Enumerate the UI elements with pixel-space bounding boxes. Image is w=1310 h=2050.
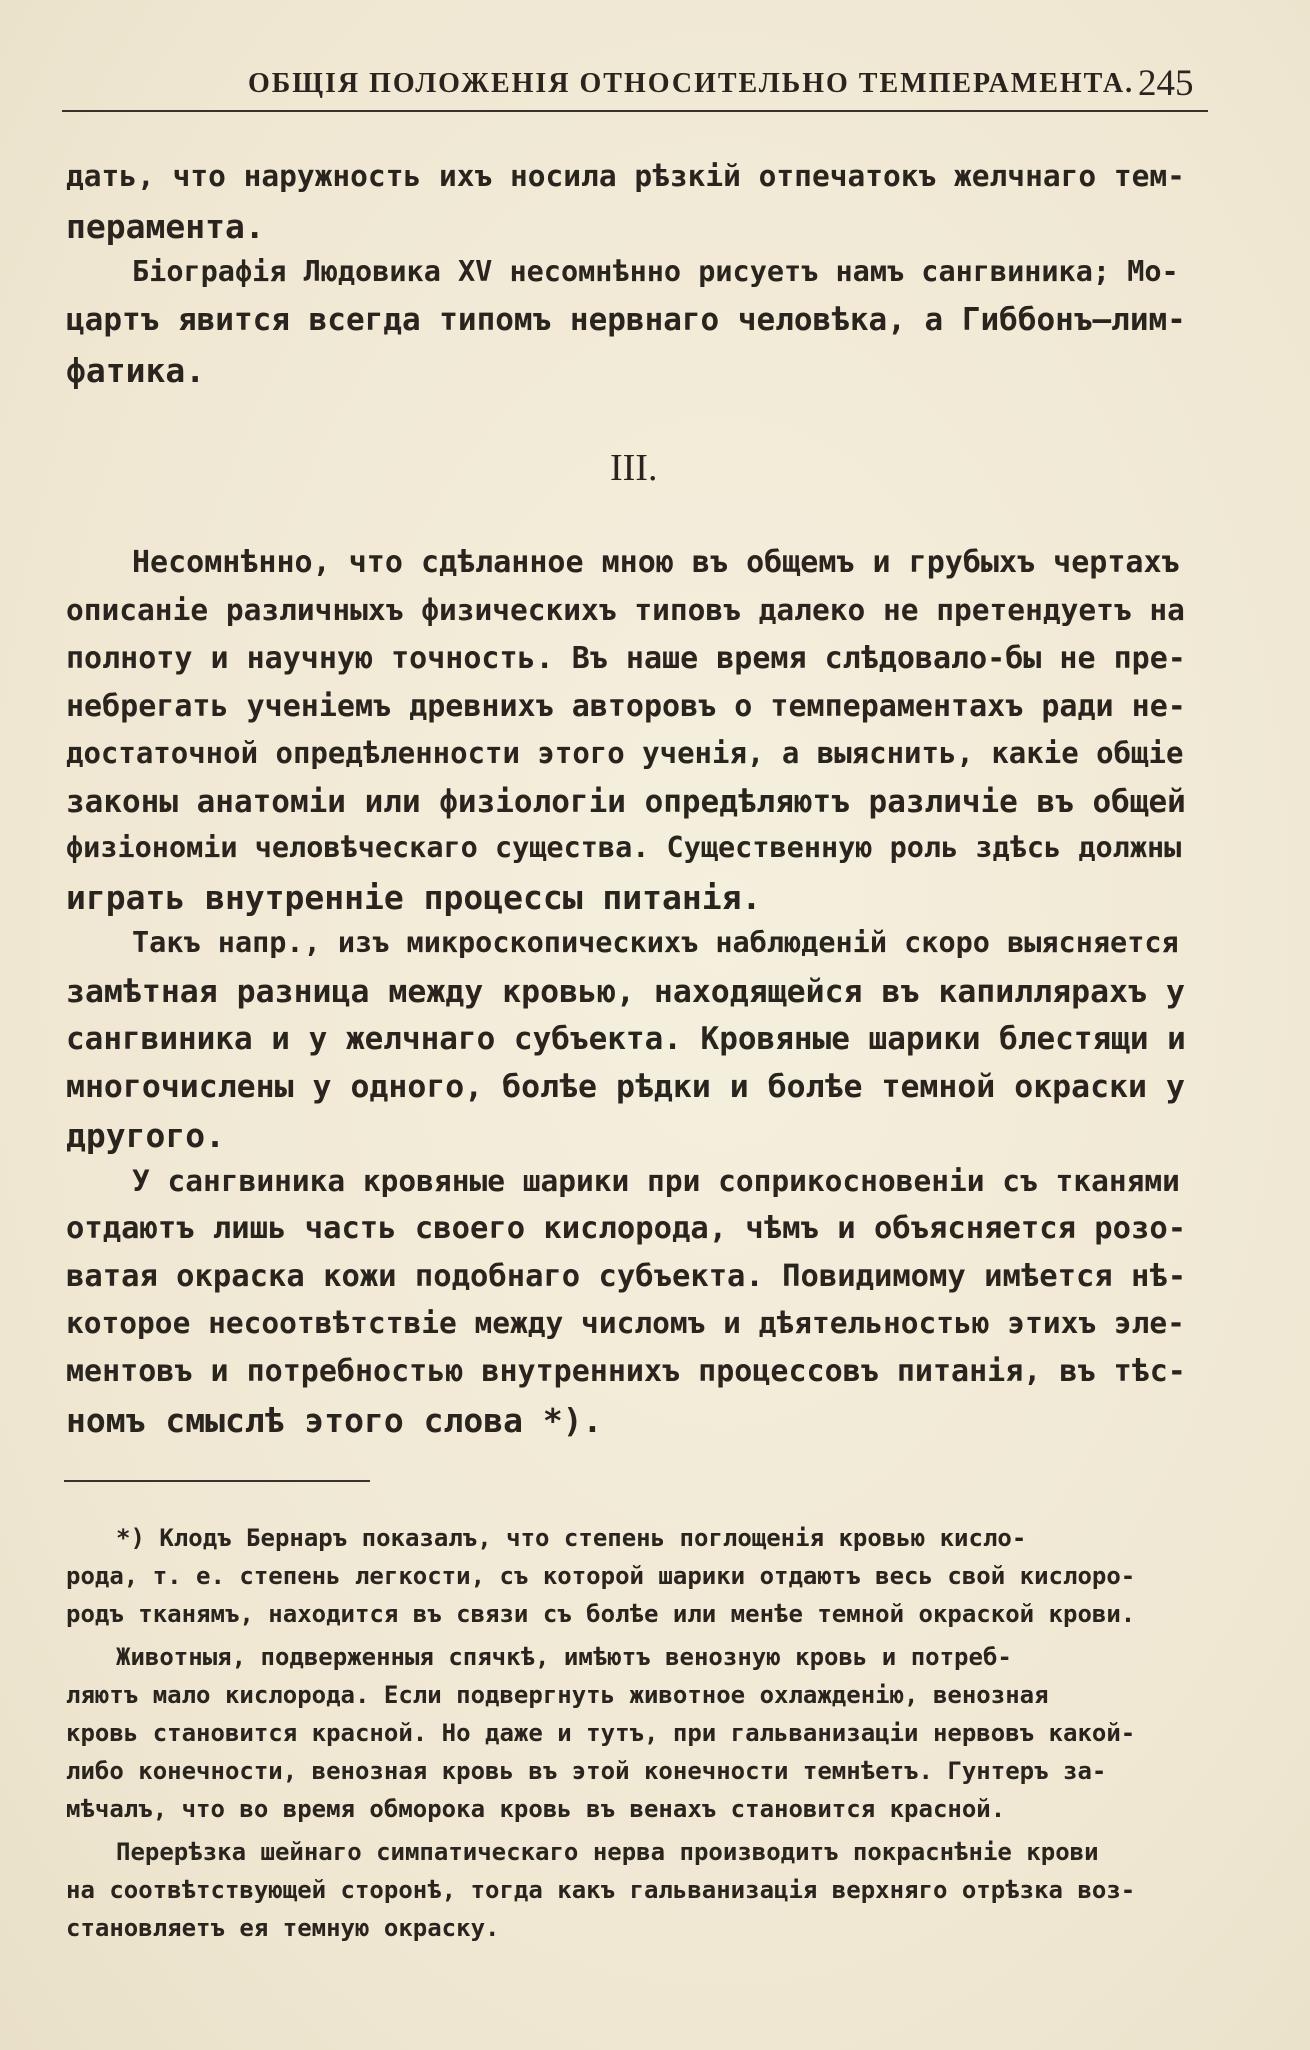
- section-number: III.: [610, 447, 658, 489]
- body-line: У сангвиника кровяные шарики при соприкосновеніи съ тканями: [132, 1164, 1180, 1198]
- header-rule: [62, 110, 1208, 112]
- body-line: замѣтная разница между кровью, находящейся въ капиллярахъ у: [66, 974, 1185, 1010]
- footnote-line: Животныя, подверженныя спячкѣ, имѣютъ венозную кровь и потреб-: [116, 1643, 1012, 1671]
- page-number: 245: [1138, 63, 1194, 104]
- body-line: перамента.: [66, 207, 265, 246]
- body-line: физіономіи человѣческаго существа. Существенную роль здѣсь должны: [66, 831, 1182, 864]
- footnote-line: *) Клодъ Бернаръ показалъ, что степень поглощенія кровью кисло-: [116, 1524, 1027, 1552]
- footnote-line: ляютъ мало кислорода. Если подвергнуть животное охлажденію, венозная: [66, 1681, 1049, 1709]
- body-line: небрегать ученіемъ древнихъ авторовъ о темпераментахъ ради не-: [66, 689, 1186, 724]
- body-line: достаточной опредѣленности этого ученія, а выяснить, какіе общіе: [66, 736, 1184, 770]
- footnote-rule: [64, 1480, 370, 1482]
- body-line: Такъ напр., изъ микроскопическихъ наблюденій скоро выясняется: [132, 926, 1179, 959]
- body-line: Несомнѣнно, что сдѣланное мною въ общемъ и грубыхъ чертахъ: [132, 545, 1180, 580]
- body-line: сангвиника и у желчнаго субъекта. Кровяные шарики блестящи и: [66, 1021, 1186, 1057]
- body-line: многочислены у одного, болѣе рѣдки и болѣе темной окраски у: [66, 1069, 1185, 1105]
- body-line: цартъ явится всегда типомъ нервнаго человѣка, а Гиббонъ—лим-: [66, 302, 1186, 338]
- body-line: другого.: [66, 1116, 225, 1155]
- footnote-line: либо конечности, венозная кровь въ этой конечности темнѣетъ. Гунтеръ за-: [66, 1757, 1107, 1785]
- body-line: ватая окраска кожи подобнаго субъекта. Повидимому имѣется нѣ-: [66, 1259, 1187, 1294]
- body-line: играть внутренніе процессы питанія.: [66, 878, 762, 917]
- body-line: фатика.: [66, 351, 206, 390]
- footnote-line: мѣчалъ, что во время обморока кровь въ венахъ становится красной.: [66, 1795, 1006, 1823]
- body-line: отдаютъ лишь часть своего кислорода, чѣмъ и объясняется розо-: [66, 1211, 1187, 1246]
- body-line: законы анатоміи или физіологіи опредѣляютъ различіе въ общей: [66, 784, 1186, 820]
- footnote-line: на соотвѣтствующей сторонѣ, тогда какъ гальванизація верхняго отрѣзка воз-: [66, 1876, 1136, 1904]
- body-line: полноту и научную точность. Въ наше время слѣдовало-бы не пре-: [66, 641, 1186, 676]
- body-line: номъ смыслѣ этого слова *).: [66, 1401, 603, 1440]
- footnote-line: рода, т. е. степень легкости, съ которой шарики отдаютъ весь свой кислоро-: [66, 1562, 1136, 1590]
- footnote-line: Перерѣзка шейнаго симпатическаго нерва производитъ покраснѣніе крови: [116, 1838, 1099, 1866]
- footnote-line: кровь становится красной. Но даже и тутъ, при гальванизаціи нервовъ какой-: [66, 1719, 1136, 1747]
- footnote-line: становляетъ ея темную окраску.: [66, 1914, 500, 1942]
- body-line: которое несоотвѣтствіе между числомъ и дѣятельностью этихъ эле-: [66, 1306, 1185, 1340]
- body-line: дать, что наружность ихъ носила рѣзкій отпечатокъ желчнаго тем-: [66, 159, 1185, 193]
- footnote-line: родъ тканямъ, находится въ связи съ болѣе или менѣе темной окраской крови.: [66, 1600, 1136, 1628]
- running-title: ОБЩІЯ ПОЛОЖЕНІЯ ОТНОСИТЕЛЬНО ТЕМПЕРАМЕНТА.: [248, 68, 1135, 99]
- body-line: ментовъ и потребностью внутреннихъ процессовъ питанія, въ тѣс-: [66, 1354, 1186, 1389]
- body-line: Біографія Людовика XV несомнѣнно рисуетъ намъ сангвиника; Мо-: [132, 255, 1179, 288]
- body-line: описаніе различныхъ физическихъ типовъ далеко не претендуетъ на: [66, 593, 1185, 627]
